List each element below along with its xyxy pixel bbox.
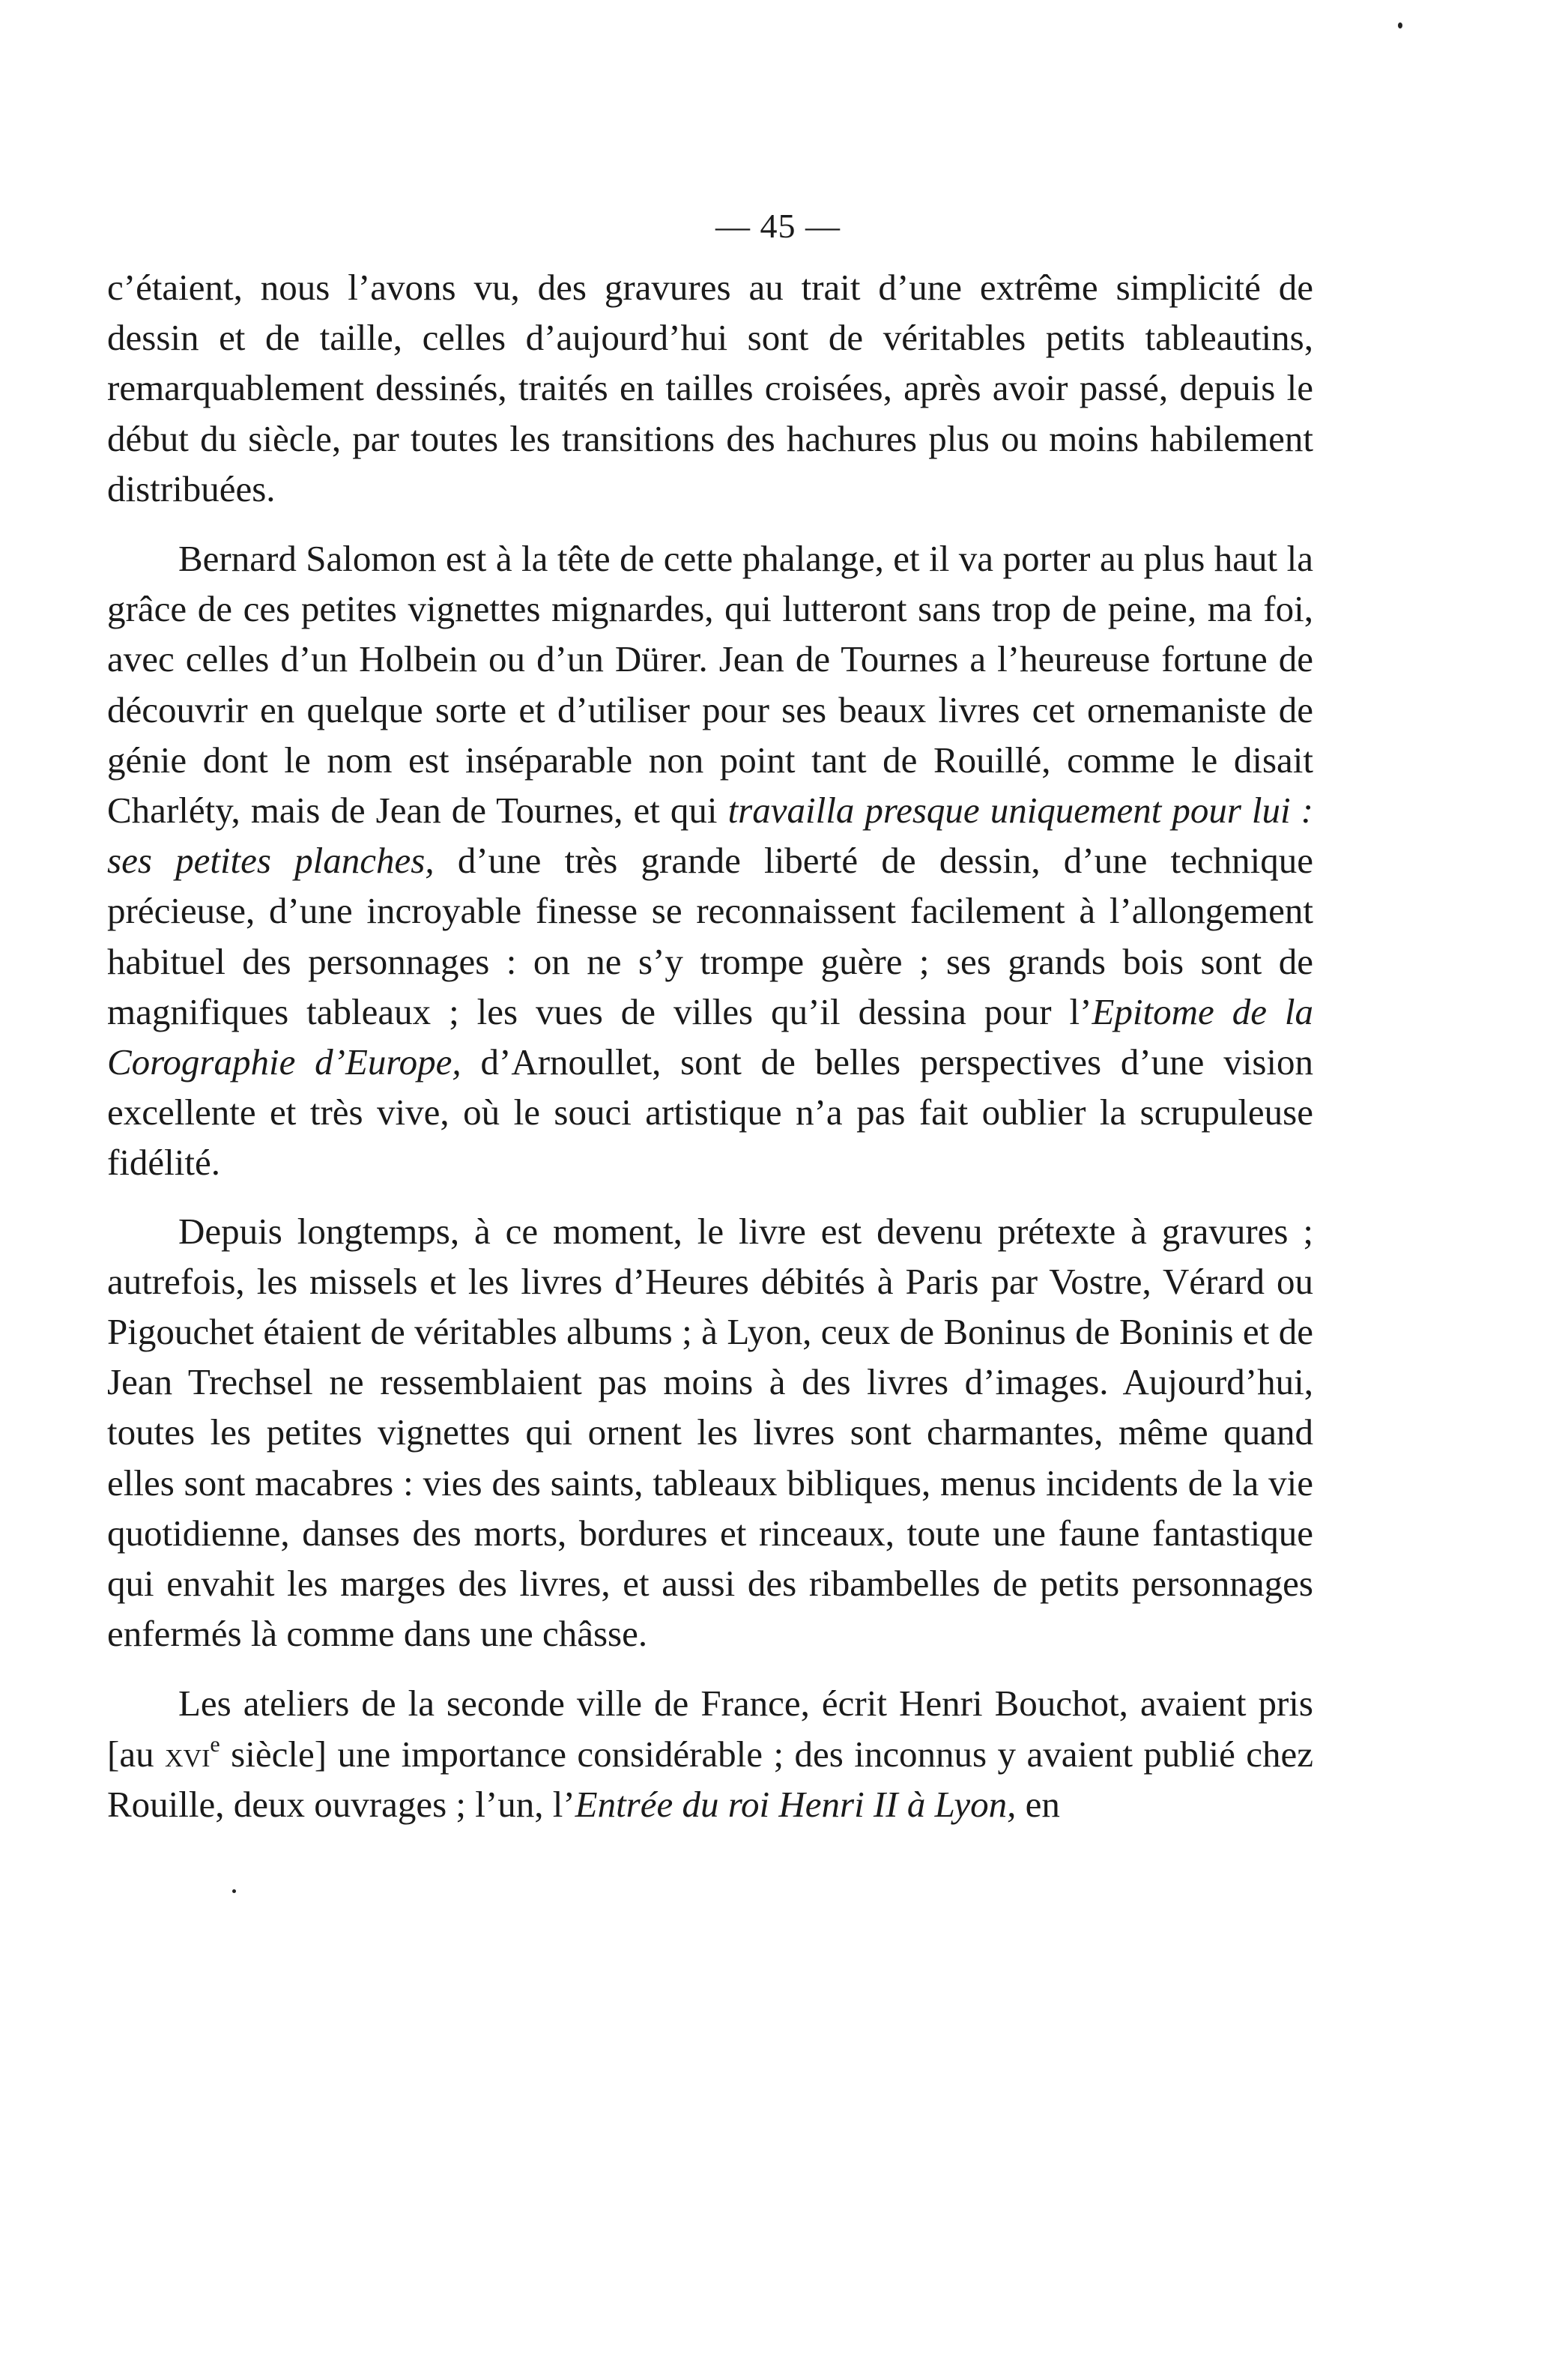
paragraph-4-text-a: Les ateliers de la seconde ville de France, écrit Henri Bouchot, avaient pris [au bbox=[107, 1683, 1313, 1775]
scan-speck-top-right bbox=[1398, 22, 1402, 28]
paragraph-3: Depuis longtemps, à ce moment, le livre est devenu prétexte à gravures ; autrefois, les missels et les livres d’Heures débités à Paris par Vostre, Vérard ou Pigouchet étaient de véritables albums ; à Lyon, ceux de Boninus de Boninis et de Jean Trechsel ne ressemblaient pas moins à des livres d’images. Aujourd’hui, toutes les petites vignettes qui ornent les livres sont charmantes, même quand elles sont macabres : vies des saints, tableaux bibliques, menus incidents de la vie quotidienne, danses des morts, bordures et rinceaux, toute une faune fantastique qui envahit les marges des livres, et aussi des ribambelles de petits personnages enfermés là comme dans une châsse. bbox=[107, 1210, 1313, 1655]
paragraph-2 bbox=[107, 533, 1313, 1188]
paragraph-2-text-e: d’Arnoullet, sont de belles perspectives d’une vision excellente et très vive, où le souci artistique n’a pas fait oublier la scrupuleuse fidélité. bbox=[107, 1041, 1313, 1184]
page-number: — 45 — bbox=[715, 207, 841, 245]
paragraph-1: c’étaient, nous l’avons vu, des gravures au trait d’une extrême simplicité de dessin et de taille, celles d’aujourd’hui sont de véritables petits tableautins, remarquablement dessinés, traités en tailles croisées, après avoir passé, depuis le début du siècle, par toutes les transitions des hachures plus ou moins habilement distribuées. bbox=[107, 267, 1313, 509]
book-title-entree: Entrée du roi Henri II à Lyon, bbox=[575, 1783, 1017, 1825]
body-text bbox=[107, 262, 1313, 1829]
paragraph-4 bbox=[107, 1678, 1313, 1829]
paragraph-2-text-a: Bernard Salomon est à la tête de cette phalange, et il va porter au plus haut la grâce de ces petites vignettes mignardes, qui lutteront sans trop de peine, ma foi, avec celles d’un Holbein ou d’un Dürer. Jean de Tournes a l’heureuse fortune de découvrir en quelque sorte et d’utiliser pour ses beaux livres cet ornemaniste de génie dont le nom est inséparable non point tant de Rouillé, comme le disait Charléty, mais de Jean de Tournes, et qui bbox=[107, 538, 1313, 832]
paragraph-2-text-c: d’une très grande liberté de dessin, d’une technique précieuse, d’une incroyable finesse se reconnaissent facilement à l’allongement habituel des personnages : on ne s’y trompe guère ; ses grands bois sont de magnifiques tableaux ; les vues de villes qu’il dessina pour l’ bbox=[107, 840, 1313, 1032]
paragraph-4-text-d: en bbox=[1016, 1783, 1060, 1825]
scan-speck-bottom bbox=[232, 1889, 236, 1893]
century-numeral: xvi bbox=[164, 1733, 211, 1775]
book-title-epitome: Epitome de la Corographie d’Europe, bbox=[107, 990, 1313, 1083]
century-superscript: e bbox=[210, 1731, 220, 1757]
paragraph-2-italic-phrase: travailla presque uniquement pour lui : ses petites planches, bbox=[107, 790, 1313, 882]
paragraph-4-text-b: siècle] une importance considérable ; des inconnus y avaient publié chez Rouille, deux ouvrages ; l’un, l’ bbox=[107, 1733, 1313, 1825]
